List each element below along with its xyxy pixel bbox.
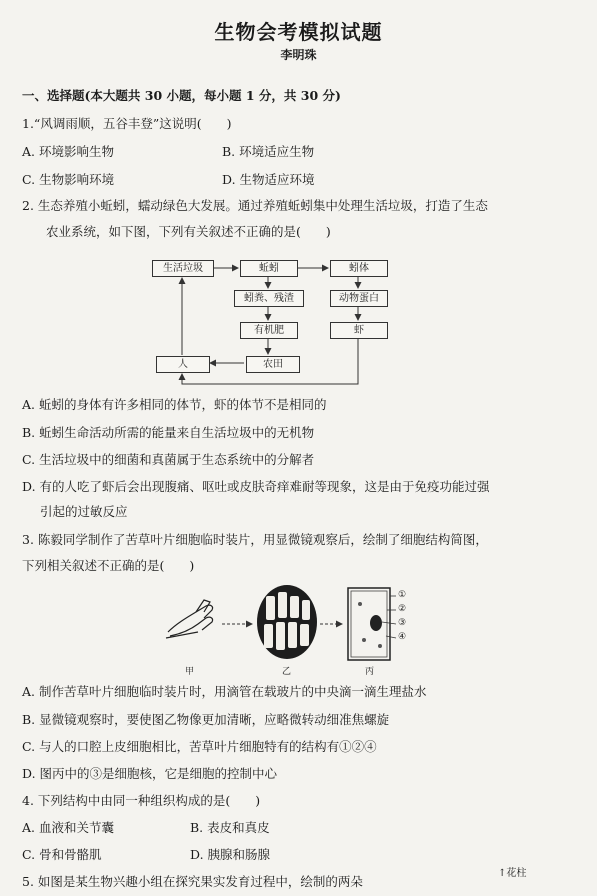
q1-option-d: D. 生物适应环境 [222,172,315,187]
box-shrimp: 虾 [330,322,388,339]
q3-option-b: B. 显微镜观察时，要使图乙物像更加清晰，应略微转动细准焦螺旋 [22,712,390,727]
q1-option-c: C. 生物影响环境 [22,172,115,187]
q2-option-a: A. 蚯蚓的身体有许多相同的体节，虾的体节不是相同的 [22,397,327,412]
q2-option-d-cont: 引起的过敏反应 [40,504,128,519]
figure-a-hand-icon [166,600,213,638]
q3-stem-line2: 下列相关叙述不正确的是( ) [22,558,195,573]
cell-label-4: ④ [398,632,407,642]
cell-label-lines [382,596,396,638]
q4-option-c: C. 骨和骨骼肌 [22,847,102,862]
q2-option-c: C. 生活垃圾中的细菌和真菌属于生态系统中的分解者 [22,452,315,467]
q2-stem-line1: 2. 生态养殖小蚯蚓，蠕动绿色大发展。通过养殖蚯蚓集中处理生活垃圾，打造了生态 [22,198,488,213]
q2-option-d: D. 有的人吃了虾后会出现腹痛、呕吐或皮肤奇痒难耐等现象，这是由于免疫功能过强 [22,479,490,494]
q3-stem-line1: 3. 陈毅同学制作了苦草叶片细胞临时装片，用显微镜观察后，绘制了细胞结构简图， [22,532,488,547]
cell-nucleus [370,615,382,631]
cell-label-3: ③ [398,618,407,628]
q2-stem-line2: 农业系统，如下图，下列有关叙述不正确的是( ) [46,224,331,239]
figure-label-a: 甲 [185,667,195,677]
q4-stem: 4. 下列结构中由同一种组织构成的是( ) [22,793,261,808]
box-human: 人 [156,356,210,373]
section-heading: 一、选择题(本大题共 30 小题，每小题 1 分，共 30 分) [22,88,341,103]
q5-stem: 5. 如图是某生物兴趣小组在探究果实发育过程中，绘制的两朵 [22,874,363,889]
q5-fragment-label: ↑花柱 [498,868,527,879]
q3-option-a: A. 制作苦草叶片细胞临时装片时，用滴管在载玻片的中央滴一滴生理盐水 [22,684,427,699]
q4-option-d: D. 胰腺和肠腺 [190,847,271,862]
q1-option-b: B. 环境适应生物 [222,144,315,159]
page-title: 生物会考模拟试题 [214,20,383,44]
box-earthworm: 蚯蚓 [240,260,298,277]
box-feces-residue: 蚓粪、残渣 [234,290,304,307]
box-organic-fertilizer: 有机肥 [240,322,298,339]
box-earthworm-body: 蚓体 [330,260,388,277]
q2-option-b: B. 蚯蚓生命活动所需的能量来自生活垃圾中的无机物 [22,425,315,440]
cell-label-2: ② [398,604,407,614]
q3-option-d: D. 图丙中的③是细胞核，它是细胞的控制中心 [22,766,278,781]
box-farmland: 农田 [246,356,300,373]
box-animal-protein: 动物蛋白 [330,290,388,307]
figure-c-plant-cell [348,588,390,660]
q3-option-c: C. 与人的口腔上皮细胞相比，苦草叶片细胞特有的结构有①②④ [22,739,377,754]
q4-option-a: A. 血液和关节囊 [22,820,114,835]
box-garbage: 生活垃圾 [152,260,214,277]
figure-label-b: 乙 [282,667,292,677]
cell-label-1: ① [398,590,407,600]
q1-stem: 1.“风调雨顺，五谷丰登”这说明( ) [22,116,232,131]
author-name: 李明珠 [280,48,317,62]
figure-label-c: 丙 [365,667,375,677]
q4-option-b: B. 表皮和真皮 [190,820,270,835]
q1-option-a: A. 环境影响生物 [22,144,114,159]
